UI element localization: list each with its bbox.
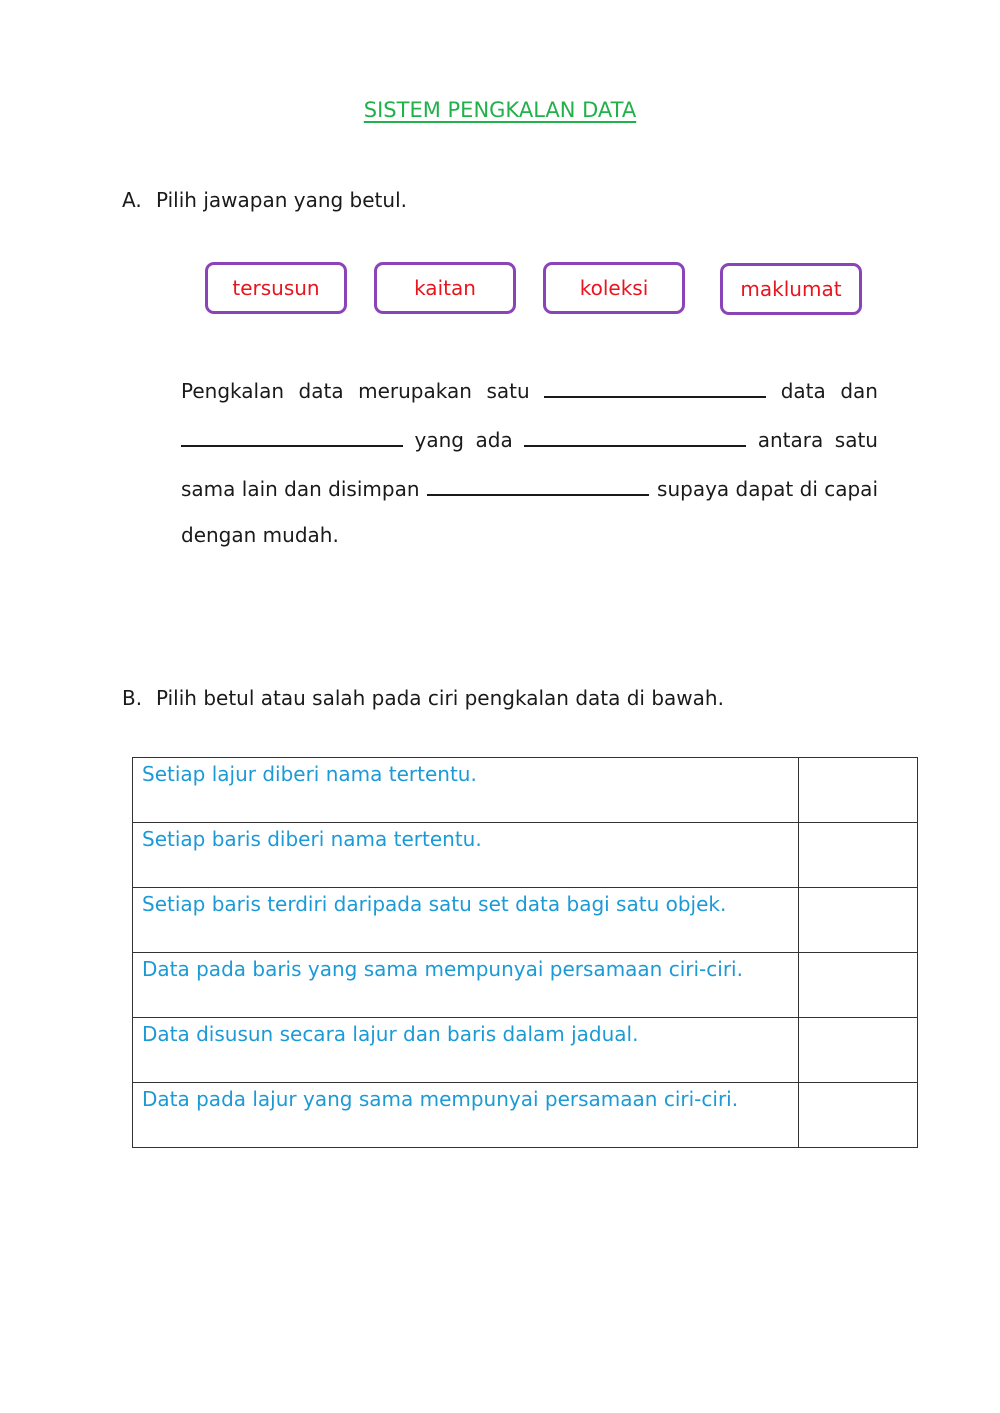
passage-word: data — [780, 379, 826, 403]
word-option-koleksi[interactable]: koleksi — [543, 262, 685, 314]
passage-word: antara — [757, 428, 824, 452]
passage-word: Pengkalan — [181, 379, 284, 403]
passage-line-4 — [181, 523, 878, 553]
table-row — [133, 888, 918, 953]
answer-cell[interactable] — [799, 953, 918, 1018]
statement-cell: Data pada lajur yang sama mempunyai persamaan ciri-ciri. — [133, 1083, 799, 1148]
passage-word: satu — [834, 428, 878, 452]
statement-cell: Data disusun secara lajur dan baris dalam jadual. — [133, 1018, 799, 1083]
answer-blank-3[interactable] — [524, 425, 746, 447]
section-a-letter: A. — [122, 188, 142, 212]
word-option-maklumat[interactable]: maklumat — [720, 263, 862, 315]
section-b-heading — [122, 686, 724, 710]
passage-word: merupakan — [358, 379, 472, 403]
answer-cell[interactable] — [799, 758, 918, 823]
answer-blank-4[interactable] — [427, 474, 649, 496]
answer-blank-2[interactable] — [181, 425, 403, 447]
section-b-instruction: Pilih betul atau salah pada ciri pengkalan data di bawah. — [156, 686, 724, 710]
section-a-instruction: Pilih jawapan yang betul. — [156, 188, 407, 212]
answer-cell[interactable] — [799, 1083, 918, 1148]
table-row — [133, 953, 918, 1018]
answer-blank-1[interactable] — [544, 376, 766, 398]
table-row — [133, 1083, 918, 1148]
table-row — [133, 1018, 918, 1083]
passage-line-1 — [181, 376, 878, 406]
passage-text: dengan mudah. — [181, 523, 339, 547]
passage-line-3 — [181, 474, 878, 504]
passage-word: data — [298, 379, 344, 403]
passage-word: satu — [486, 379, 530, 403]
passage-word: ada — [475, 428, 513, 452]
statement-cell: Data pada baris yang sama mempunyai persamaan ciri-ciri. — [133, 953, 799, 1018]
answer-cell[interactable] — [799, 1018, 918, 1083]
passage-text: sama lain dan disimpan — [181, 477, 420, 501]
answer-cell[interactable] — [799, 823, 918, 888]
section-a-heading — [122, 188, 407, 212]
passage-word: dan — [840, 379, 878, 403]
statement-cell: Setiap baris diberi nama tertentu. — [133, 823, 799, 888]
table-row — [133, 823, 918, 888]
answer-cell[interactable] — [799, 888, 918, 953]
statement-cell: Setiap baris terdiri daripada satu set data bagi satu objek. — [133, 888, 799, 953]
table-row — [133, 758, 918, 823]
criteria-table — [132, 757, 918, 1148]
word-option-tersusun[interactable]: tersusun — [205, 262, 347, 314]
section-b-letter: B. — [122, 686, 143, 710]
passage-word: yang — [414, 428, 464, 452]
passage-text: supaya dapat di capai — [657, 477, 878, 501]
statement-cell: Setiap lajur diberi nama tertentu. — [133, 758, 799, 823]
passage-line-2 — [181, 425, 878, 455]
page-title: SISTEM PENGKALAN DATA — [363, 98, 637, 122]
word-option-kaitan[interactable]: kaitan — [374, 262, 516, 314]
